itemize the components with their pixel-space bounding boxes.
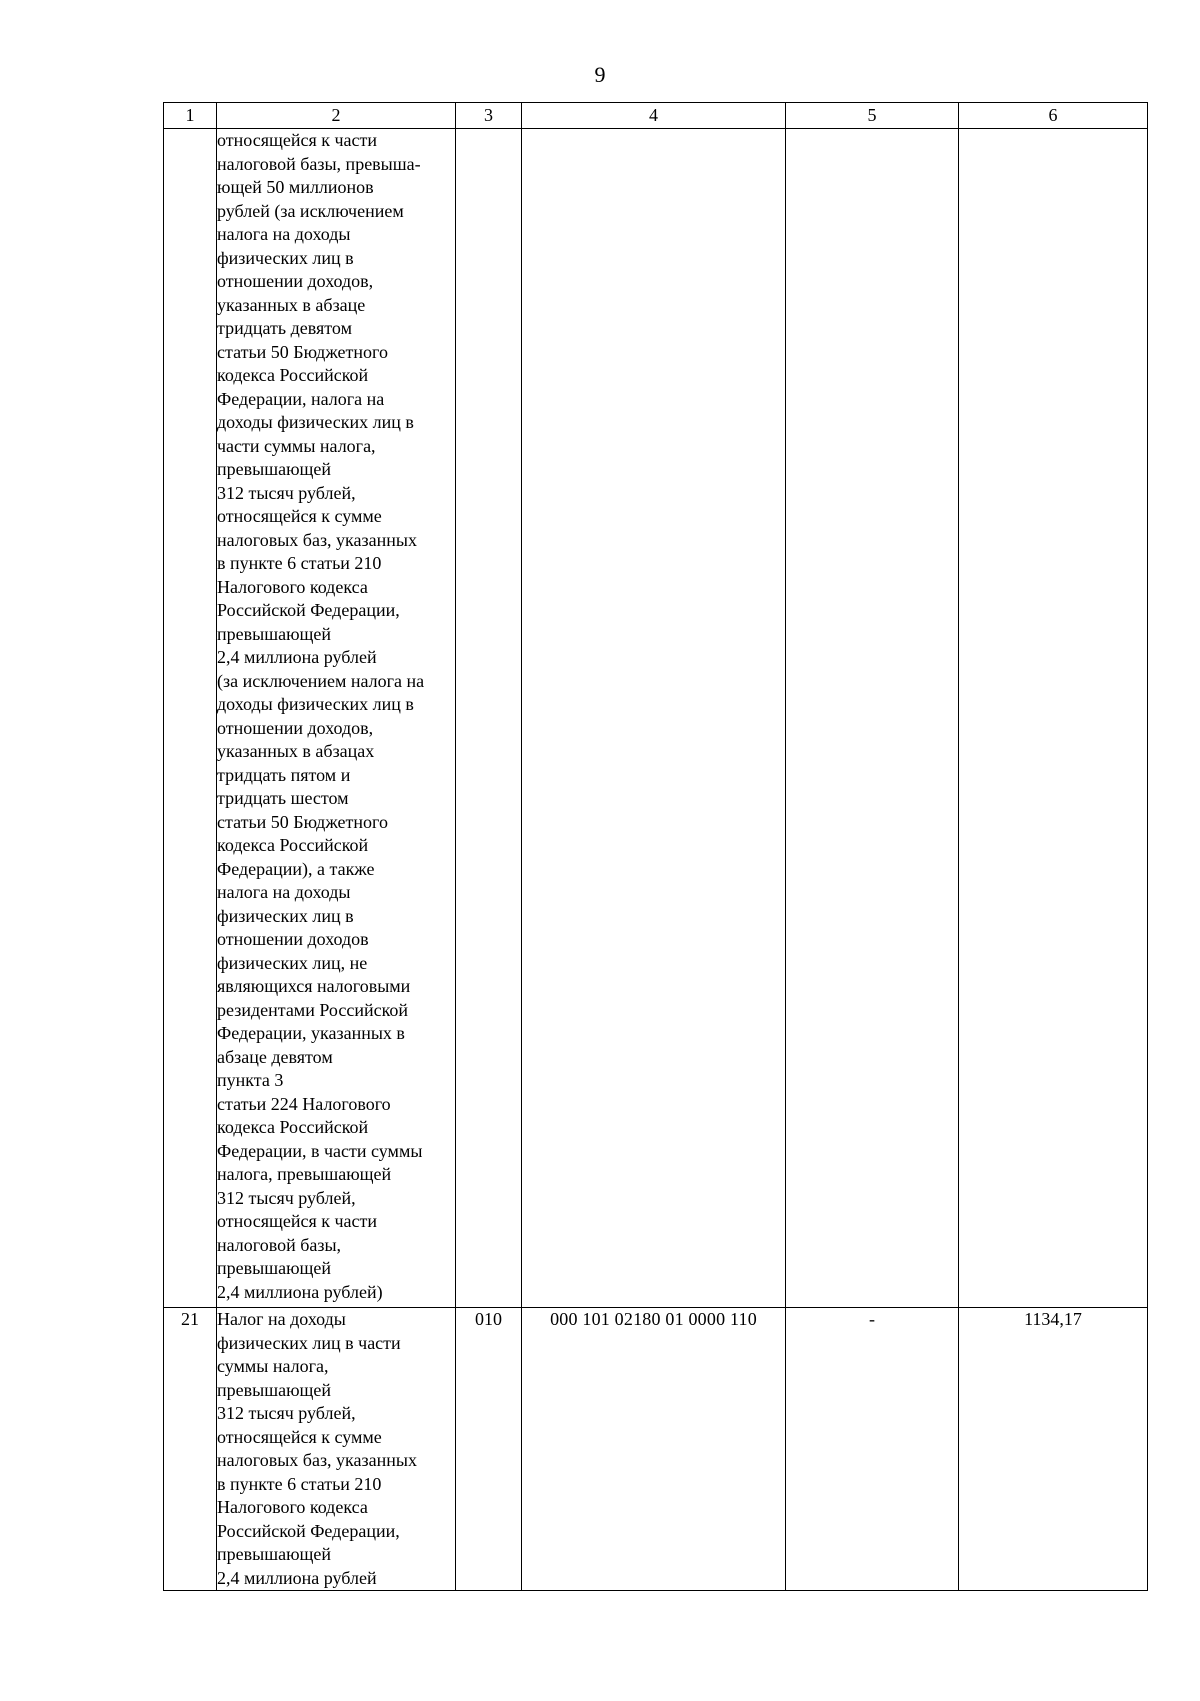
row-value-col5: - [786,1308,959,1591]
row-value-col6 [959,129,1148,1308]
row-value-col6: 1134,17 [959,1308,1148,1591]
row-admin-code: 010 [456,1308,522,1591]
table-row [164,129,1148,1308]
column-number-row [164,103,1148,129]
row-number [164,129,217,1308]
column-header-6: 6 [959,103,1148,129]
row-admin-code [456,129,522,1308]
column-header-2: 2 [217,103,456,129]
row-number: 21 [164,1308,217,1591]
page-number: 9 [594,62,606,87]
row-budget-code: 000 101 02180 01 0000 110 [522,1308,786,1591]
column-header-5: 5 [786,103,959,129]
column-header-3: 3 [456,103,522,129]
column-header-1: 1 [164,103,217,129]
row-description: Налог на доходы физических лиц в части суммы налога, превышающей 312 тысяч рублей, относящейся к сумме налоговых баз, указанных в пункте 6 статьи 210 Налогового кодекса Российской Федерации, превышающей 2,4 миллиона рублей [217,1308,456,1591]
table-row [164,1308,1148,1591]
column-header-4: 4 [522,103,786,129]
budget-table [163,102,1148,1591]
row-description: относящейся к части налоговой базы, превыша- ющей 50 миллионов рублей (за исключением налога на доходы физических лиц в отношении доходов, указанных в абзаце тридцать девятом статьи 50 Бюджетного кодекса Российской Федерации, налога на доходы физических лиц в части суммы налога, превышающей 312 тысяч рублей, относящейся к сумме налоговых баз, указанных в пункте 6 статьи 210 Налогового кодекса Российской Федерации, превышающей 2,4 миллиона рублей (за исключением налога на доходы физических лиц в отношении доходов, указанных в абзацах тридцать пятом и тридцать шестом статьи 50 Бюджетного кодекса Российской Федерации), а также налога на доходы физических лиц в отношении доходов физических лиц, не являющихся налоговыми резидентами Российской Федерации, указанных в абзаце девятом пункта 3 статьи 224 Налогового кодекса Российской Федерации, в части суммы налога, превышающей 312 тысяч рублей, относящейся к части налоговой базы, превышающей 2,4 миллиона рублей) [217,129,456,1308]
row-budget-code [522,129,786,1308]
row-value-col5 [786,129,959,1308]
